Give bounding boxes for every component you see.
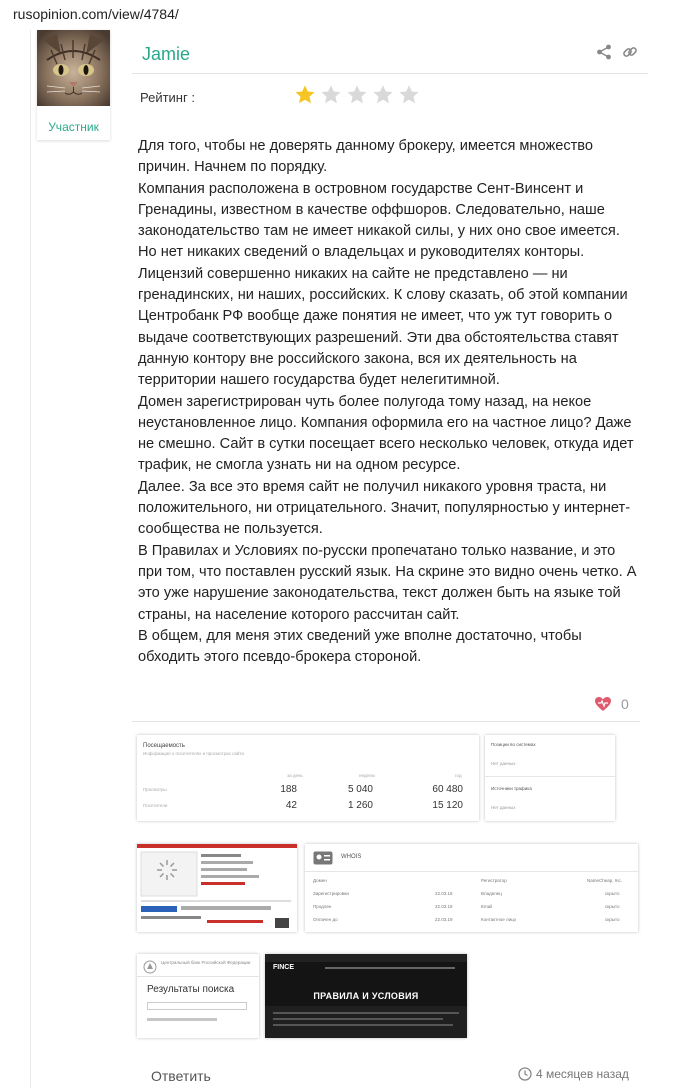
rating-label: Рейтинг : — [140, 90, 195, 105]
traffic-value: 1 260 — [347, 800, 373, 811]
traffic-value: 60 480 — [432, 784, 463, 795]
cbr-divider — [137, 976, 259, 977]
attachment-whois-screenshot[interactable] — [305, 844, 638, 932]
cbr-search-box — [147, 1002, 247, 1010]
url-text[interactable]: rusopinion.com/view/4784/ — [13, 6, 179, 22]
search-results-title: Результаты поиска — [147, 984, 235, 995]
review-paragraph: Для того, чтобы не доверять данному брокеру, имеется множество причин. Начнем по порядку. — [138, 138, 594, 176]
rules-brand: FINCE — [273, 964, 294, 971]
review-paragraph: Лицензий совершенно никаких на сайте не представлено — ни гренадинских, ни наших, российских. К слову сказать, об этой компании Центробанк РФ вообще даже понятия не имеет, что уж тут говорить о выдаче соответствующих разрешений. Эти два обстоятельства ставят данную контору вне российского закона, вся их деятельность на территории нашего государства будет нелегитимной. — [138, 265, 628, 389]
whois-title: WHOIS — [341, 854, 362, 860]
traffic-value: 5 040 — [347, 784, 373, 795]
rules-text-line — [273, 1018, 443, 1020]
traffic-value: 15 120 — [432, 800, 463, 811]
attachment-sources-screenshot[interactable] — [485, 735, 615, 821]
attachment-rules-screenshot[interactable] — [265, 954, 467, 1038]
review-header — [132, 30, 648, 74]
whois-label: Владелец — [481, 891, 502, 896]
positions-title: Позиции во системах — [491, 742, 536, 747]
attachment-traffic-screenshot[interactable] — [137, 735, 479, 821]
positions-box — [485, 735, 615, 777]
rules-title: ПРАВИЛА И УСЛОВИЯ — [313, 991, 419, 1001]
rules-text-line — [273, 1012, 459, 1014]
review-paragraph: В Правилах и Условиях по-русски пропечатано только название, и это при том, что поставлен русский язык. На скрине это видно очень четко. А это уже нарушение законодательства, текст должен быть на языке той страны, на население которого рассчитан сайт. — [138, 542, 637, 623]
review-paragraph: Компания расположена в островном государстве Сент-Винсент и Гренадины, известном в качестве оффшоров. Следовательно, наше законодательство там не имеет никакой силы, у них оно свое имеется. Но нет никаких сведений о владельцах и руководителях конторы. — [138, 180, 620, 261]
traffic-row-label: Просмотры — [143, 787, 167, 792]
sources-value: Нет данных — [491, 805, 516, 810]
whois-label: Домен — [313, 878, 327, 883]
whois-value: NameCheap, Inc. — [587, 878, 623, 883]
like-control[interactable] — [594, 694, 629, 714]
star-icon — [294, 84, 316, 106]
heart-icon[interactable] — [594, 696, 612, 712]
review-text — [138, 136, 638, 668]
star-icon — [398, 84, 420, 106]
cbr-result-line — [147, 1018, 217, 1021]
rules-menu-line — [325, 967, 455, 969]
browser-address-bar[interactable] — [0, 0, 674, 30]
attachment-cbr-screenshot[interactable] — [137, 954, 259, 1038]
star-icon — [346, 84, 368, 106]
link-icon[interactable] — [622, 44, 638, 60]
author-name[interactable]: Jamie — [142, 44, 191, 64]
whois-header — [305, 844, 638, 872]
traffic-sources-box — [485, 779, 615, 821]
clock-icon — [518, 1067, 532, 1081]
review-paragraph: Домен зарегистрирован чуть более полугода тому назад, на некое неустановленное лицо. Компания оформила его на частное лицо? Даже не смешно. Сайт в сутки посещает всего несколько человек, откуда идет трафик, не смогла узнать ни на одном ресурсе. — [138, 393, 634, 474]
whois-value: скрыто — [605, 891, 620, 896]
bank-name: Центральный банк Российской Федерации — [161, 960, 251, 965]
like-count: 0 — [621, 696, 629, 712]
bank-emblem-icon — [143, 960, 157, 974]
author-role: Участник — [48, 120, 99, 134]
review-paragraph: В общем, для меня этих сведений уже вполне достаточно, чтобы обходить этого псевдо-брокера стороной. — [138, 627, 582, 666]
star-icon — [372, 84, 394, 106]
whois-label: Контактное лицо — [481, 917, 517, 922]
cat-avatar-image — [37, 30, 110, 106]
star-icon — [320, 84, 342, 106]
whois-label: Зарегистрирован — [313, 891, 350, 896]
sidebar-divider — [30, 30, 31, 1088]
rules-text-line — [273, 1024, 453, 1026]
positions-value: Нет данных — [491, 761, 516, 766]
sources-title: Источники трафика — [491, 786, 532, 791]
whois-value: скрыто — [605, 917, 620, 922]
traffic-col-header: год — [455, 773, 462, 778]
share-icon[interactable] — [596, 44, 612, 60]
rules-topbar — [265, 954, 467, 962]
traffic-title: Посещаемость — [143, 743, 185, 749]
whois-label: Оплачен до — [313, 917, 338, 922]
traffic-row-label: Посетители — [143, 803, 168, 808]
whois-value: скрыто — [605, 904, 620, 909]
traffic-col-header: неделю — [359, 773, 375, 778]
rules-body-area — [265, 1006, 467, 1038]
whois-value: 22.03.19 — [435, 917, 453, 922]
traffic-value: 188 — [280, 784, 297, 795]
traffic-col-header: за день — [287, 773, 303, 778]
author-card — [37, 30, 110, 140]
trust-check-preview — [137, 844, 297, 932]
rating-stars — [294, 84, 420, 108]
avatar[interactable] — [37, 30, 110, 106]
whois-label: Email — [481, 904, 493, 909]
reply-button[interactable]: Ответить — [151, 1068, 211, 1084]
traffic-value: 42 — [285, 800, 297, 811]
post-time: 4 месяцев назад — [536, 1067, 629, 1081]
whois-label: Регистратор — [481, 878, 507, 883]
id-card-icon — [313, 851, 333, 865]
whois-label: Продлен — [313, 904, 332, 909]
traffic-subtitle: Информация о посетителях и просмотрах сайта — [143, 751, 244, 756]
content-divider — [132, 721, 640, 722]
attachment-trust-screenshot[interactable] — [137, 844, 297, 932]
whois-value: 22.03.18 — [435, 891, 453, 896]
review-paragraph: Далее. За все это время сайт не получил никакого уровня траста, ни положительного, ни отрицательного. Значит, популярностью у интернет-сообщества не пользуется. — [138, 478, 631, 538]
whois-value: 22.03.18 — [435, 904, 453, 909]
